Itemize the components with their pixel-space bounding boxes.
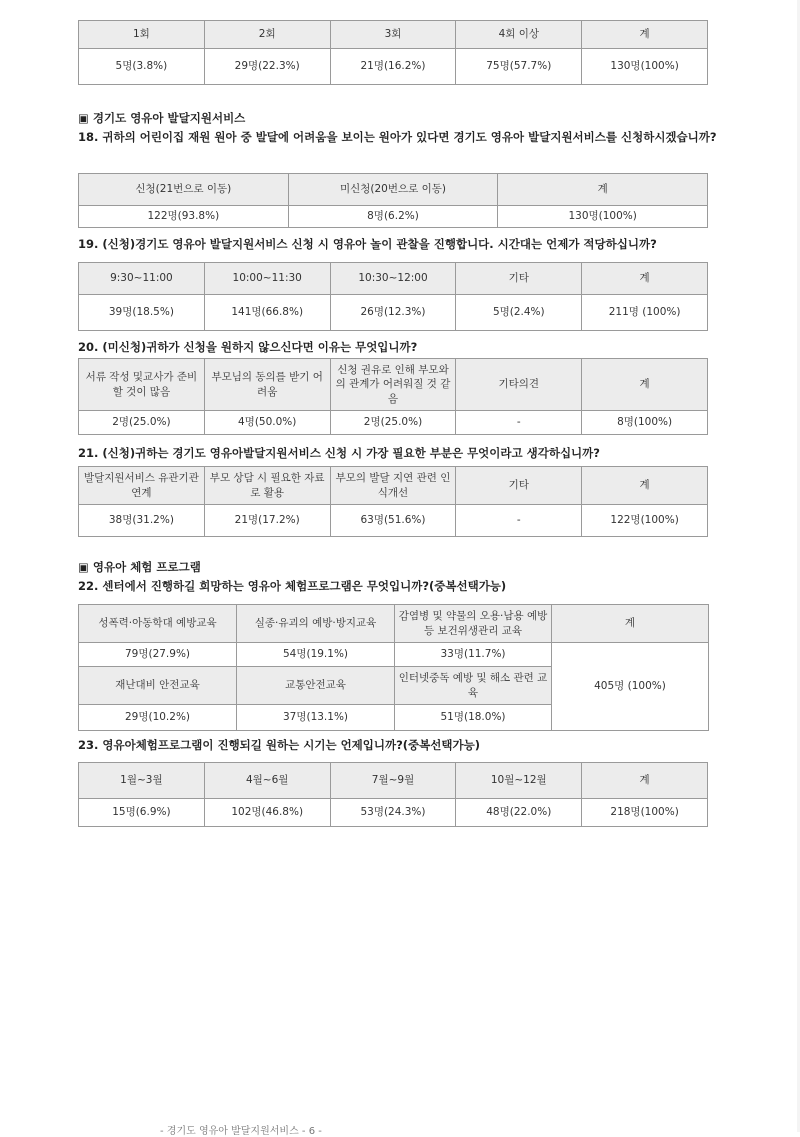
- table-q21: [78, 466, 708, 537]
- header-cell-total: 계: [552, 605, 709, 643]
- table-q20: [78, 358, 708, 435]
- value-cell: 5명(2.4%): [456, 295, 582, 331]
- header-cell: 10:30~12:00: [330, 263, 456, 295]
- header-cell: 인터넷중독 예방 및 해소 관련 교육: [395, 667, 552, 705]
- value-cell: 38명(31.2%): [79, 505, 205, 537]
- header-cell: 기타: [456, 263, 582, 295]
- question-18: 18. 귀하의 어린이집 재원 원아 중 발달에 어려움을 보이는 원아가 있다면 경기도 영유아 발달지원서비스를 신청하시겠습니까?: [78, 130, 717, 144]
- value-cell: 26명(12.3%): [330, 295, 456, 331]
- value-cell: -: [456, 411, 582, 435]
- page-footer: - 경기도 영유아 발달지원서비스 - 6 -: [160, 1126, 322, 1137]
- table-q18: [78, 173, 708, 228]
- value-cell: 8명(100%): [582, 411, 708, 435]
- question-20: 20. (미신청)귀하가 신청을 원하지 않으신다면 이유는 무엇입니까?: [78, 340, 418, 354]
- header-cell: 1월~3월: [79, 763, 205, 799]
- header-cell: 감염병 및 약물의 오용·남용 예방 등 보건위생관리 교육: [395, 605, 552, 643]
- header-cell: 부모님의 동의를 받기 어려움: [204, 359, 330, 411]
- header-cell: 4회 이상: [456, 21, 582, 49]
- value-cell: 8명(6.2%): [288, 206, 498, 228]
- value-cell: 102명(46.8%): [204, 799, 330, 827]
- value-cell: 122명(93.8%): [79, 206, 289, 228]
- value-cell: 51명(18.0%): [395, 705, 552, 731]
- value-cell: -: [456, 505, 582, 537]
- header-cell: 10월~12월: [456, 763, 582, 799]
- header-cell: 4월~6월: [204, 763, 330, 799]
- header-cell: 10:00~11:30: [204, 263, 330, 295]
- value-cell: 130명(100%): [498, 206, 708, 228]
- header-cell: 신청 권유로 인해 부모와의 관계가 어려워질 것 같음: [330, 359, 456, 411]
- value-cell: 48명(22.0%): [456, 799, 582, 827]
- header-cell: 신청(21번으로 이동): [79, 174, 289, 206]
- value-cell: 4명(50.0%): [204, 411, 330, 435]
- header-cell: 3회: [330, 21, 456, 49]
- question-23: 23. 영유아체험프로그램이 진행되길 원하는 시기는 언제입니까?(중복선택가능): [78, 738, 480, 752]
- value-cell: 39명(18.5%): [79, 295, 205, 331]
- question-21: 21. (신청)귀하는 경기도 영유아발달지원서비스 신청 시 가장 필요한 부분은 무엇이라고 생각하십니까?: [78, 446, 600, 460]
- value-cell: 21명(16.2%): [330, 49, 456, 85]
- section-title-development-service: ▣ 경기도 영유아 발달지원서비스: [78, 111, 246, 125]
- header-cell: 재난대비 안전교육: [79, 667, 237, 705]
- header-cell: 7월~9월: [330, 763, 456, 799]
- header-cell: 기타: [456, 467, 582, 505]
- header-cell: 부모 상담 시 필요한 자료로 활용: [204, 467, 330, 505]
- value-cell: 54명(19.1%): [237, 643, 395, 667]
- header-cell: 계: [582, 359, 708, 411]
- total-value-cell: 405명 (100%): [552, 643, 709, 731]
- value-cell: 29명(22.3%): [204, 49, 330, 85]
- value-cell: 2명(25.0%): [330, 411, 456, 435]
- value-cell: 5명(3.8%): [79, 49, 205, 85]
- header-cell: 실종·유괴의 예방·방지교육: [237, 605, 395, 643]
- header-cell: 계: [582, 763, 708, 799]
- header-cell: 미신청(20번으로 이동): [288, 174, 498, 206]
- value-cell: 141명(66.8%): [204, 295, 330, 331]
- value-cell: 15명(6.9%): [79, 799, 205, 827]
- value-cell: 53명(24.3%): [330, 799, 456, 827]
- table-visit-count: [78, 20, 708, 85]
- header-cell: 1회: [79, 21, 205, 49]
- header-cell: 계: [498, 174, 708, 206]
- header-cell: 2회: [204, 21, 330, 49]
- value-cell: 79명(27.9%): [79, 643, 237, 667]
- value-cell: 122명(100%): [582, 505, 708, 537]
- table-q22: [78, 604, 709, 731]
- question-22: 22. 센터에서 진행하길 희망하는 영유아 체험프로그램은 무엇입니까?(중복선택가능): [78, 579, 507, 593]
- table-q23: [78, 762, 708, 827]
- value-cell: 75명(57.7%): [456, 49, 582, 85]
- header-cell: 성폭력·아동학대 예방교육: [79, 605, 237, 643]
- header-cell: 계: [582, 21, 708, 49]
- question-19: 19. (신청)경기도 영유아 발달지원서비스 신청 시 영유아 놀이 관찰을 진행합니다. 시간대는 언제가 적당하십니까?: [78, 237, 657, 251]
- value-cell: 211명 (100%): [582, 295, 708, 331]
- value-cell: 33명(11.7%): [395, 643, 552, 667]
- header-cell: 9:30~11:00: [79, 263, 205, 295]
- header-cell: 교통안전교육: [237, 667, 395, 705]
- table-q19: [78, 262, 708, 331]
- header-cell: 부모의 발달 지연 관련 인식개선: [330, 467, 456, 505]
- value-cell: 37명(13.1%): [237, 705, 395, 731]
- value-cell: 218명(100%): [582, 799, 708, 827]
- value-cell: 29명(10.2%): [79, 705, 237, 731]
- value-cell: 21명(17.2%): [204, 505, 330, 537]
- header-cell: 계: [582, 467, 708, 505]
- value-cell: 2명(25.0%): [79, 411, 205, 435]
- value-cell: 130명(100%): [582, 49, 708, 85]
- header-cell: 기타의견: [456, 359, 582, 411]
- header-cell: 서류 작성 및교사가 준비할 것이 많음: [79, 359, 205, 411]
- header-cell: 발달지원서비스 유관기관 연계: [79, 467, 205, 505]
- section-title-experience-program: ▣ 영유아 체험 프로그램: [78, 560, 201, 574]
- value-cell: 63명(51.6%): [330, 505, 456, 537]
- header-cell: 계: [582, 263, 708, 295]
